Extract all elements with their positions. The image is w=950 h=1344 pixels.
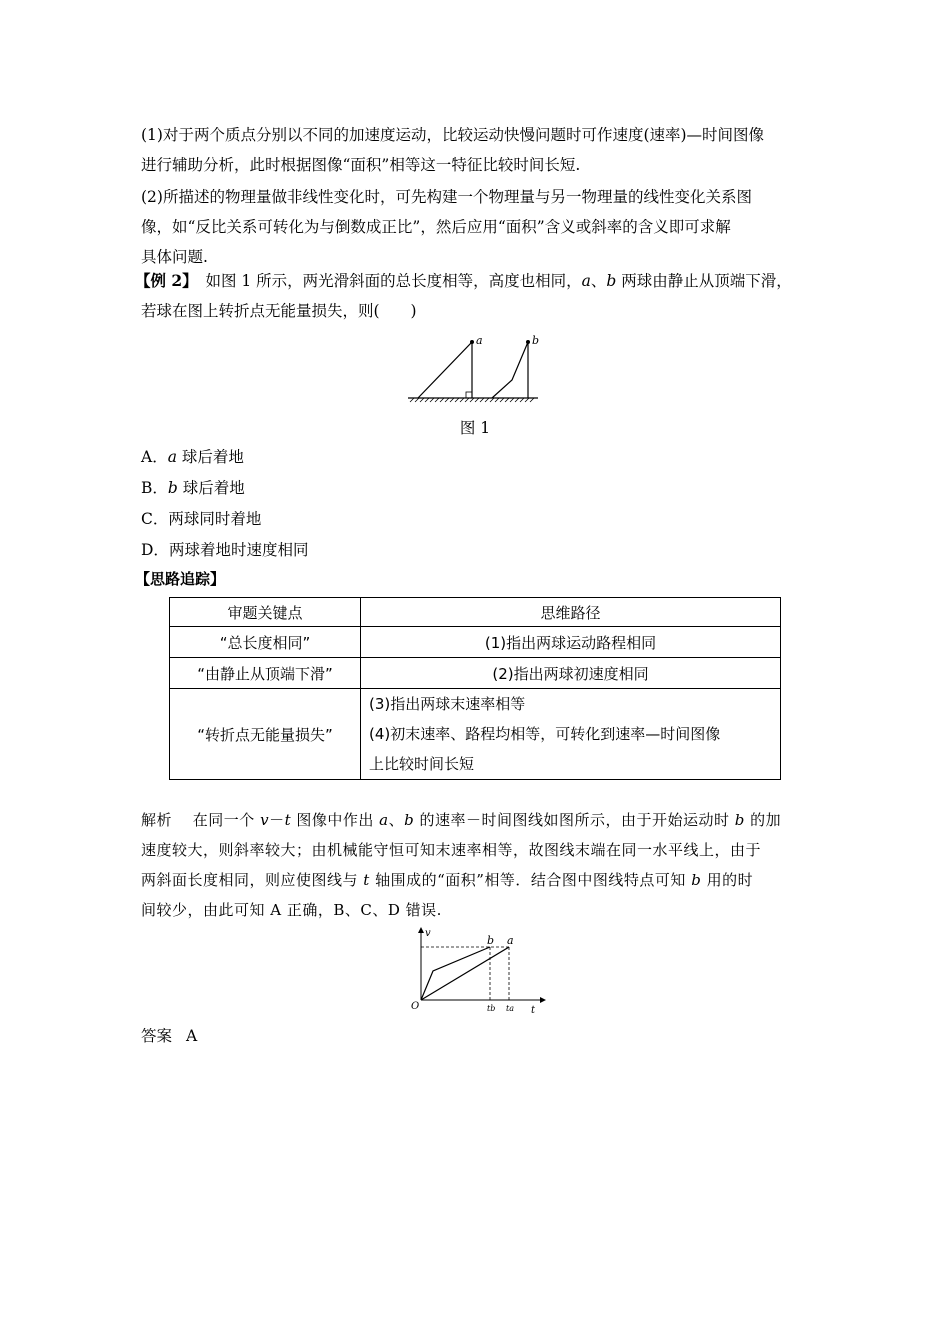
origin-label: O (411, 1001, 420, 1012)
v-axis-label: v (425, 928, 431, 939)
header-path: 思维路径 (361, 598, 781, 627)
right-angle-mark (466, 392, 472, 398)
ball-a (470, 340, 474, 344)
table-row: “转折点无能量损失” (3)指出两球末速率相等 (4)初末速率、路程均相等，可转化到速率—时间图像 上比较时间长短 (170, 689, 781, 780)
v-t-graph (405, 925, 555, 1017)
option-a: A．a 球后着地 (141, 448, 244, 466)
analysis-paragraph: 解析 在同一个 v－t 图像中作出 a、b 的速率－时间图线如图所示，由于开始运动时 b 的加 速度较大，则斜率较大；由机械能守恒可知末速率相等，故图线末端在同一水平线上，由于 两斜面长度相同，则应使图线与 t 轴围成的“面积”相等．结合图中图线特点可知 b 用的时 间较少，由此可知 A 正确，B、C、D 错误. (141, 811, 782, 919)
table-row: “总长度相同” (1)指出两球运动路程相同 (170, 627, 781, 658)
tb-label: tb (487, 1004, 496, 1013)
line-b (421, 947, 490, 1000)
option-d: D．两球着地时速度相同 (141, 541, 309, 559)
example-label: 【例 2】 (135, 271, 190, 290)
example-2: 【例 2】 如图 1 所示，两光滑斜面的总长度相等，高度也相同，a、b 两球由静止从顶端下滑， 若球在图上转折点无能量损失，则( ) (135, 271, 792, 320)
section-heading: 【思路追踪】 (135, 570, 226, 588)
table-header-row (170, 598, 781, 627)
label-a: a (476, 334, 483, 347)
label-b: b (532, 334, 540, 347)
thinking-route-table (169, 597, 781, 780)
table-row: “由静止从顶端下滑” (2)指出两球初速度相同 (170, 658, 781, 689)
answer: 答案 A (141, 1027, 198, 1045)
t-axis-label: t (531, 1005, 536, 1016)
header-key: 审题关键点 (170, 598, 361, 627)
incline-a (418, 342, 472, 398)
paragraph-1: (1)对于两个质点分别以不同的加速度运动，比较运动快慢问题时可作速度(速率)—时间图像 进行辅助分析，此时根据图像“面积”相等这一特征比较时间长短. (141, 126, 765, 174)
figure-1-caption: 图 1 (459, 419, 491, 437)
ball-b (526, 340, 530, 344)
line-a (421, 947, 509, 1000)
incline-b (492, 342, 528, 398)
paragraph-2: (2)所描述的物理量做非线性变化时，可先构建一个物理量与另一物理量的线性变化关系图 像，如“反比关系可转化为与倒数成正比”，然后应用“面积”含义或斜率的含义即可求解 具体问题. (141, 188, 752, 266)
graph-label-b: b (487, 934, 495, 947)
ta-label: ta (506, 1004, 514, 1013)
graph-label-a: a (507, 934, 514, 947)
figure-1-inclines (400, 330, 550, 410)
option-c: C．两球同时着地 (141, 510, 262, 528)
option-b: B．b 球后着地 (141, 479, 245, 497)
